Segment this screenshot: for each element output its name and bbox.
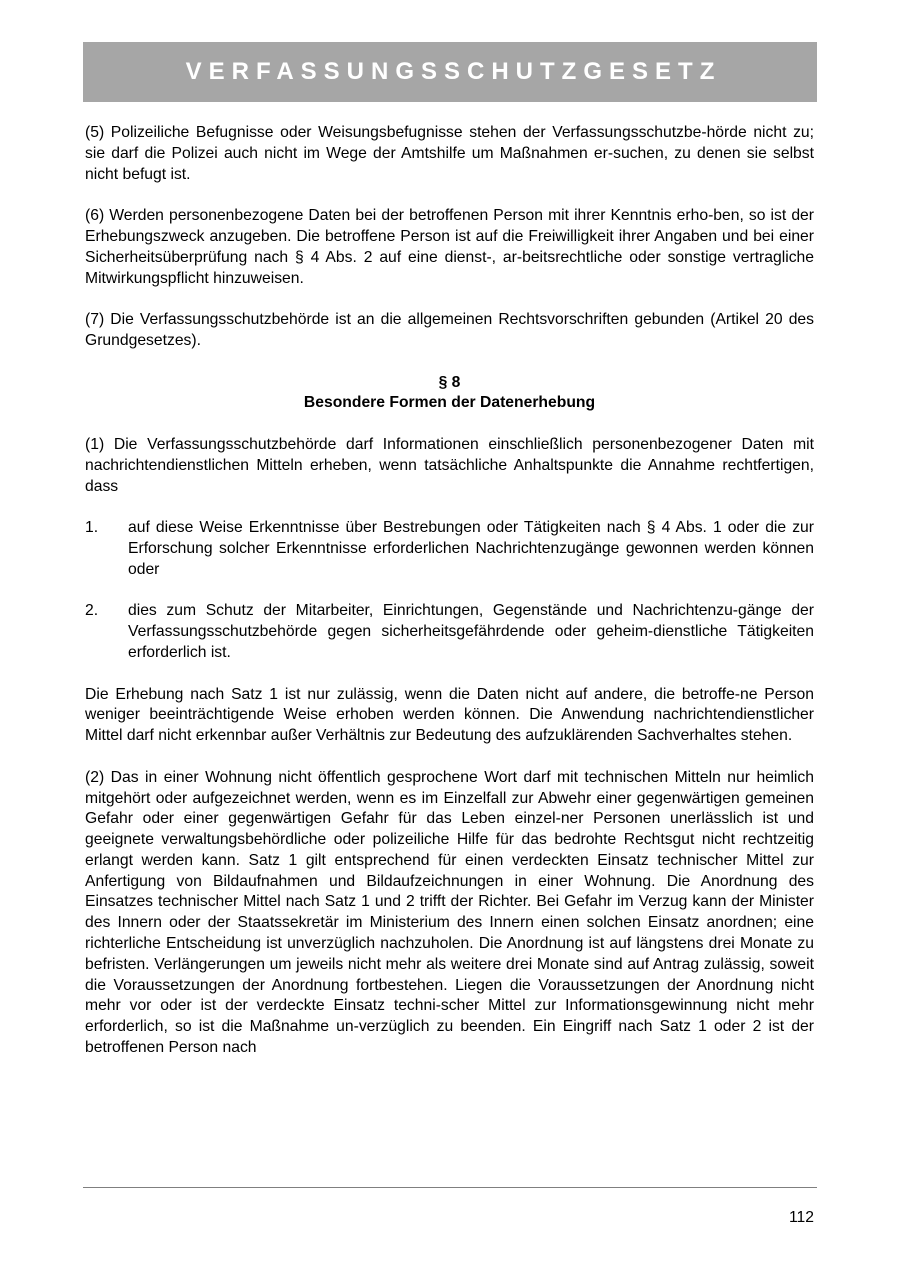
- page-number: 112: [788, 1209, 814, 1226]
- section-intro-paragraph: (1) Die Verfassungsschutzbehörde darf Informationen einschließlich personenbezogener Daten mit nachrichtendienstlichen Mitteln erheben, wenn tatsächliche Anhaltspunkte die Annahme rechtfertigen, dass: [85, 435, 814, 495]
- header-banner: [83, 42, 817, 102]
- document-body: [85, 123, 814, 1080]
- paragraph-6: (6) Werden personenbezogene Daten bei der betroffenen Person mit ihrer Kenntnis erho-ben, so ist der Erhebungszweck anzugeben. Die betroffene Person ist auf die Freiwilligkeit ihrer Angaben und bei einer Sicherheitsüberprüfung nach § 4 Abs. 2 auf eine dienst-, ar-beitsrechtliche oder sonstige vertragliche Mitwirkungspflicht hinzuweisen.: [85, 207, 814, 287]
- page-header-title: VERFASSUNGSSCHUTZGESETZ: [185, 58, 722, 85]
- paragraph-7: (7) Die Verfassungsschutzbehörde ist an die allgemeinen Rechtsvorschriften gebunden (Artikel 20 des Grundgesetzes).: [85, 311, 814, 349]
- section-number: § 8: [438, 373, 461, 391]
- list-item-text: auf diese Weise Erkenntnisse über Bestrebungen oder Tätigkeiten nach § 4 Abs. 1 oder die zur Erforschung solcher Erkenntnisse erforderlichen Nachrichtenzugänge gewonnen werden können oder: [128, 519, 814, 578]
- section-heading: [85, 373, 814, 415]
- list-item-number: 1.: [85, 519, 99, 537]
- list-item-text: dies zum Schutz der Mitarbeiter, Einrichtungen, Gegenstände und Nachrichtenzu-gänge der Verfassungsschutzbehörde gegen sicherheitsgefährdende oder geheim-dienstliche Tätigkeiten erforderlich ist.: [128, 602, 814, 661]
- paragraph-2: (2) Das in einer Wohnung nicht öffentlich gesprochene Wort darf mit technischen Mitteln nur heimlich mitgehört oder aufgezeichnet werden, wenn es im Einzelfall zur Abwehr einer gegenwärtigen gemeinen Gefahr oder einer gegenwärtigen Gefahr für das Leben einzel-ner Personen unerlässlich ist und geeignete verwaltungsbehördliche oder polizeiliche Hilfe für das bedrohte Rechtsgut nicht rechtzeitig erlangt werden kann. Satz 1 gilt entsprechend für einen verdeckten Einsatz technischer Mittel zur Anfertigung von Bildaufnahmen und Bildaufzeichnungen in einer Wohnung. Die Anordnung des Einsatzes technischer Mittel nach Satz 1 und 2 trifft der Richter. Bei Gefahr im Verzug kann der Minister des Innern oder der Staatssekretär im Ministerium des Innern einen solchen Einsatz anordnen; eine richterliche Entscheidung ist unverzüglich nachzuholen. Die Anordnung ist auf längstens drei Monate zu befristen. Verlängerungen um jeweils nicht mehr als weitere drei Monate sind auf Antrag zulässig, soweit die Voraussetzungen der Anordnung fortbestehen. Liegen die Voraussetzungen der Anordnung nicht mehr vor oder ist der verdeckte Einsatz techni-scher Mittel zur Informationsgewinnung nicht mehr erforderlich, so ist die Maßnahme un-verzüglich zu beenden. Ein Eingriff nach Satz 1 oder 2 ist der betroffenen Person nach: [85, 768, 814, 1057]
- section-title: Besondere Formen der Datenerhebung: [303, 394, 596, 412]
- paragraph-5: (5) Polizeiliche Befugnisse oder Weisungsbefugnisse stehen der Verfassungsschutzbe-hörde nicht zu; sie darf die Polizei auch nicht im Wege der Amtshilfe um Maßnahmen er-suchen, zu denen sie selbst nicht befugt ist.: [85, 124, 814, 183]
- after-list-paragraph: Die Erhebung nach Satz 1 ist nur zulässig, wenn die Daten nicht auf andere, die betroffe-ne Person weniger beeinträchtigende Weise erhoben werden können. Die Anwendung nachrichtendienstlicher Mittel darf nicht erkennbar außer Verhältnis zur Bedeutung des aufzuklärenden Sachverhaltes stehen.: [85, 685, 814, 745]
- footer-divider: [83, 1187, 817, 1188]
- list-item-number: 2.: [85, 602, 99, 620]
- list-item: [85, 518, 814, 580]
- list-item: [85, 601, 814, 663]
